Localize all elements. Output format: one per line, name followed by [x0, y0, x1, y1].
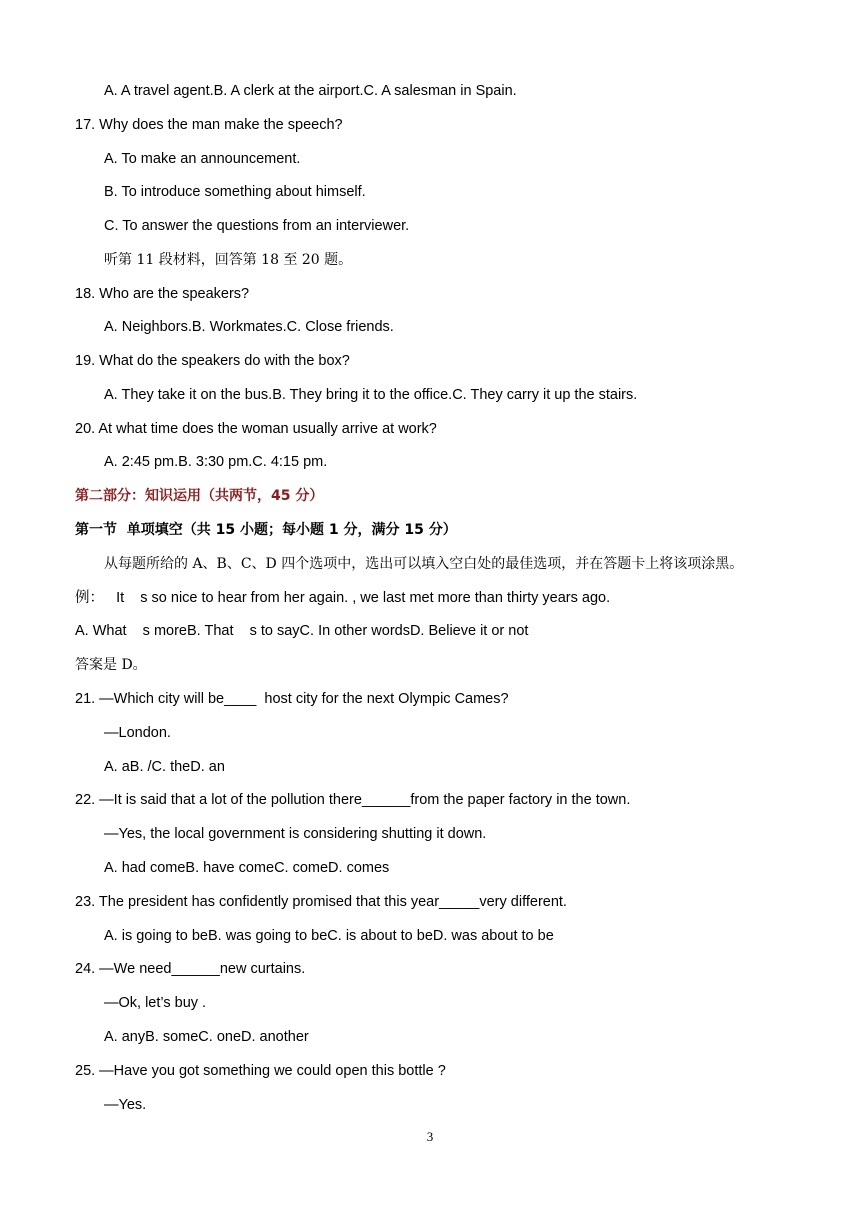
example-question: 例： It s so nice to hear from her again. , we last met more than thirty years ago. [75, 590, 611, 606]
example-answer: 答案是 D。 [75, 657, 147, 673]
q18-question: 18. Who are the speakers? [75, 286, 250, 302]
q25-response: —Yes. [104, 1097, 147, 1113]
q20-question: 20. At what time does the woman usually arrive at work? [75, 421, 437, 437]
q24-question: 24. —We need______new curtains. [75, 961, 306, 977]
q17-option-c: C. To answer the questions from an interviewer. [104, 218, 410, 234]
q17-option-a: A. To make an announcement. [104, 151, 301, 167]
q22-options: A. had comeB. have comeC. comeD. comes [104, 860, 390, 876]
q21-options: A. aB. /C. theD. an [104, 759, 225, 775]
q21-question: 21. —Which city will be____ host city for the next Olympic Cames? [75, 691, 509, 707]
q23-options: A. is going to beB. was going to beC. is about to beD. was about to be [104, 928, 554, 944]
part-two-heading: 第二部分：知识运用（共两节，45 分） [75, 488, 324, 504]
q22-question: 22. —It is said that a lot of the pollution there______from the paper factory in the town. [75, 792, 631, 808]
section-one-heading: 第一节 单项填空（共 15 小题；每小题 1 分，满分 15 分） [75, 522, 457, 538]
q16-options: A. A travel agent.B. A clerk at the airport.C. A salesman in Spain. [104, 83, 517, 99]
example-options: A. What s moreB. That s to sayC. In other wordsD. Believe it or not [75, 623, 529, 639]
q21-response: —London. [104, 725, 171, 741]
listening-instruction: 听第 11 段材料，回答第 18 至 20 题。 [104, 252, 353, 268]
q25-question: 25. —Have you got something we could open this bottle ? [75, 1063, 446, 1079]
q24-options: A. anyB. someC. oneD. another [104, 1029, 309, 1045]
q18-options: A. Neighbors.B. Workmates.C. Close friends. [104, 319, 394, 335]
q20-options: A. 2:45 pm.B. 3:30 pm.C. 4:15 pm. [104, 454, 328, 470]
q22-response: —Yes, the local government is considering shutting it down. [104, 826, 487, 842]
section-instruction: 从每题所给的 A、B、C、D 四个选项中，选出可以填入空白处的最佳选项，并在答题卡上将该项涂黑。 [104, 556, 744, 572]
q19-options: A. They take it on the bus.B. They bring it to the office.C. They carry it up the stairs. [104, 387, 638, 403]
q24-response: —Ok, let’s buy . [104, 995, 207, 1011]
page-number: 3 [426, 1129, 434, 1144]
q23-question: 23. The president has confidently promised that this year_____very different. [75, 894, 567, 910]
q19-question: 19. What do the speakers do with the box? [75, 353, 350, 369]
q17-question: 17. Why does the man make the speech? [75, 117, 343, 133]
q17-option-b: B. To introduce something about himself. [104, 184, 366, 200]
